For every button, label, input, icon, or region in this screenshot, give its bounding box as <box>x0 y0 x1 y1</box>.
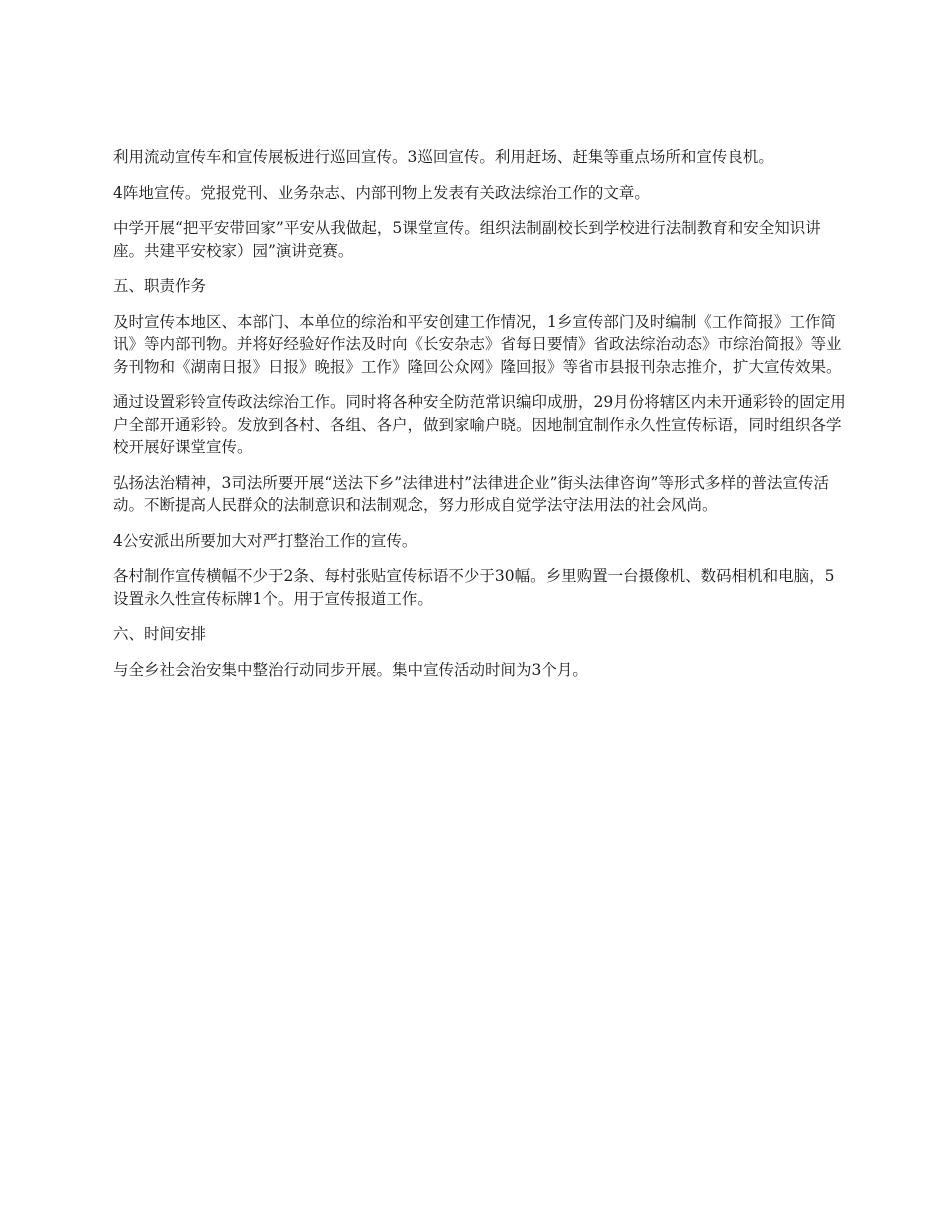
document-body <box>113 146 848 694</box>
paragraph-roving-publicity: 利用流动宣传车和宣传展板进行巡回宣传。3巡回宣传。利用赶场、赶集等重点场所和宣传良机。 <box>113 148 774 166</box>
paragraph-timely-publicity: 及时宣传本地区、本部门、本单位的综治和平安创建工作情况，1乡宣传部门及时编制《工作简报》工作简讯》等内部刊物。并将好经验好作法及时向《长安杂志》省每日要情》省政法综治动态》市综治简报》等业务刊物和《湖南日报》日报》晚报》工作》隆回公众网》隆回报》等省市县报刊杂志推介，扩大宣传效果。 <box>113 312 842 376</box>
paragraph-police-publicity: 4公安派出所要加大对严打整治工作的宣传。 <box>113 531 418 550</box>
section-heading-duties: 五、职责作务 <box>113 277 207 295</box>
section-heading-schedule: 六、时间安排 <box>113 625 207 643</box>
paragraph-ringtone-publicity: 通过设置彩铃宣传政法综治工作。同时将各种安全防范常识编印成册，29月份将辖区内未开通彩铃的固定用户全部开通彩铃。发放到各村、各组、各户，做到家喻户晓。因地制宜制作永久性宣传标语，同时组织各学校开展好课堂宣传。 <box>113 393 846 456</box>
paragraph-legal-spirit: 弘扬法治精神，3司法所要开展“送法下乡”法律进村”法律进企业”街头法律咨询”等形式多样的普法宣传活动。不断提高人民群众的法制意识和法制观念，努力形成自觉学法守法用法的社会风尚。 <box>113 473 829 514</box>
paragraph-banners-equipment: 各村制作宣传横幅不少于2条、每村张贴宣传标语不少于30幅。乡里购置一台摄像机、数码相机和电脑，5设置永久性宣传标牌1个。用于宣传报道工作。 <box>113 567 835 608</box>
paragraph-schedule: 与全乡社会治安集中整治行动同步开展。集中宣传活动时间为3个月。 <box>113 660 588 679</box>
paragraph-position-publicity: 4阵地宣传。党报党刊、业务杂志、内部刊物上发表有关政法综治工作的文章。 <box>113 183 650 202</box>
paragraph-classroom-publicity: 中学开展“把平安带回家”平安从我做起，5课堂宣传。组织法制副校长到学校进行法制教育和安全知识讲座。共建平安校家）园”演讲竞赛。 <box>113 219 821 260</box>
